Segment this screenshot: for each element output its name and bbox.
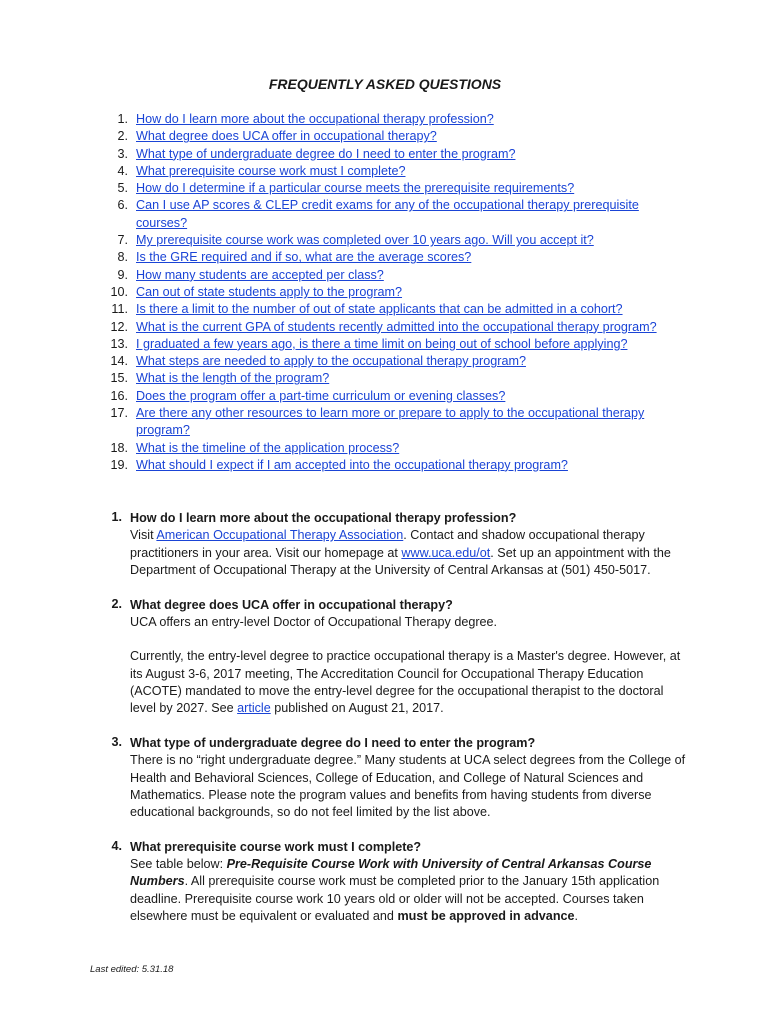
- answer-text: UCA offers an entry-level Doctor of Occupational Therapy degree.: [130, 614, 498, 629]
- question-heading: What prerequisite course work must I complete?: [130, 839, 422, 854]
- question-number: 13.: [110, 336, 128, 351]
- question-link[interactable]: Are there any other resources to learn more or prepare to apply to the occupational therapy program?: [136, 406, 645, 438]
- question-number: 18.: [110, 440, 128, 455]
- question-number: 7.: [117, 233, 128, 248]
- table-reference: Pre-Requisite Course Work with University of Central Arkansas Course Numbers: [130, 857, 652, 889]
- answer-text: There is no “right undergraduate degree.” Many students at UCA select degrees from the College of Health and Behavioral Sciences, College of Education, and College of Natural Sciences and Mathematics. Please note the program values and benefits from having students from diverse educational backgrounds, so do not feel limited by the list above.: [130, 753, 686, 820]
- question-list-item: [100, 128, 690, 145]
- question-list-item: [100, 111, 690, 128]
- question-link[interactable]: Is there a limit to the number of out of state applicants that can be admitted in a cohort?: [136, 302, 623, 317]
- question-list-item: [100, 197, 690, 232]
- question-list: [100, 111, 690, 474]
- question-heading: How do I learn more about the occupational therapy profession?: [130, 511, 517, 525]
- question-list-item: [100, 267, 690, 284]
- answer-text: Visit American Occupational Therapy Association. Contact and shadow occupational therapy practitioners in your area. Visit our homepage at www.uca.edu/ot. Set up an appointment with the Department of Occupational Therapy at the University of Central Arkansas at (501) 450-5017.: [130, 528, 671, 578]
- question-heading: What type of undergraduate degree do I need to enter the program?: [130, 735, 536, 750]
- question-link[interactable]: What degree does UCA offer in occupational therapy?: [136, 129, 437, 144]
- answer-text: See table below: Pre-Requisite Course Work with University of Central Arkansas Course Numbers. All prerequisite course work must be completed prior to the January 15th application deadline. Prerequisite course work 10 years old or older will not be accepted. Courses taken elsewhere must be equivalent or evaluated and must be approved in advance.: [130, 857, 660, 924]
- question-link[interactable]: What should I expect if I am accepted into the occupational therapy program?: [136, 457, 568, 472]
- question-list-item: [100, 249, 690, 266]
- question-link[interactable]: Does the program offer a part-time curriculum or evening classes?: [136, 388, 506, 403]
- question-list-item: [100, 457, 690, 474]
- question-number: 16.: [110, 388, 128, 403]
- answer-text: Currently, the entry-level degree to practice occupational therapy is a Master's degree. However, at its August 3-6, 2017 meeting, The Accreditation Council for Occupational Therapy Education (ACOTE) mandated to move the entry-level degree for the occupational therapist to the doctoral level by 2027. See article published on August 21, 2017.: [130, 649, 681, 716]
- question-link[interactable]: Can out of state students apply to the program?: [136, 284, 403, 299]
- question-list-item: [100, 284, 690, 301]
- question-number: 17.: [110, 406, 128, 421]
- question-number: 11.: [111, 302, 128, 317]
- question-list-item: [100, 440, 690, 457]
- question-link[interactable]: How many students are accepted per class?: [136, 267, 384, 282]
- approval-note: must be approved in advance: [397, 909, 575, 924]
- question-number: 3.: [117, 146, 128, 161]
- question-list-item: [100, 232, 690, 249]
- question-number: 5.: [117, 181, 128, 196]
- question-number: 2.: [117, 129, 128, 144]
- answer-1: [100, 510, 690, 580]
- question-list-item: [100, 163, 690, 180]
- question-link[interactable]: What type of undergraduate degree do I need to enter the program?: [136, 146, 516, 161]
- answer-number: 3.: [111, 734, 122, 749]
- answer-3: [100, 735, 690, 822]
- answer-2: [100, 597, 690, 718]
- question-list-item: [100, 353, 690, 370]
- article-link[interactable]: article: [237, 701, 271, 716]
- answers-section: [100, 510, 690, 943]
- question-heading: What degree does UCA offer in occupational therapy?: [130, 597, 453, 612]
- question-number: 15.: [110, 371, 128, 386]
- question-list-item: [100, 319, 690, 336]
- answer-number: 2.: [111, 596, 122, 611]
- uca-ot-link[interactable]: www.uca.edu/ot: [401, 545, 491, 560]
- question-number: 14.: [110, 354, 128, 369]
- answer-number: 1.: [111, 510, 122, 524]
- question-link[interactable]: Can I use AP scores & CLEP credit exams for any of the occupational therapy prerequisite courses?: [136, 198, 639, 230]
- question-link[interactable]: What is the timeline of the application process?: [136, 440, 400, 455]
- question-list-item: [100, 336, 690, 353]
- answer-number: 4.: [111, 838, 122, 853]
- question-link[interactable]: How do I learn more about the occupational therapy profession?: [136, 112, 494, 126]
- last-edited-note: Last edited: 5.31.18: [90, 964, 174, 975]
- question-list-item: [100, 301, 690, 318]
- question-link[interactable]: What is the current GPA of students recently admitted into the occupational therapy program?: [136, 319, 657, 334]
- question-number: 12.: [110, 319, 128, 334]
- question-number: 4.: [117, 163, 128, 178]
- question-link[interactable]: What is the length of the program?: [136, 371, 330, 386]
- question-number: 1.: [117, 112, 128, 126]
- question-link[interactable]: What prerequisite course work must I complete?: [136, 163, 406, 178]
- question-link[interactable]: What steps are needed to apply to the occupational therapy program?: [136, 354, 526, 369]
- answer-4: [100, 839, 690, 926]
- question-list-item: [100, 180, 690, 197]
- question-number: 19.: [110, 457, 128, 472]
- question-link[interactable]: I graduated a few years ago, is there a time limit on being out of school before applying?: [136, 336, 628, 351]
- question-list-item: [100, 370, 690, 387]
- question-number: 10.: [110, 284, 128, 299]
- question-list-item: [100, 146, 690, 163]
- question-link[interactable]: My prerequisite course work was completed over 10 years ago. Will you accept it?: [136, 233, 594, 248]
- question-list-item: [100, 405, 690, 440]
- question-link[interactable]: How do I determine if a particular course meets the prerequisite requirements?: [136, 181, 575, 196]
- question-number: 6.: [117, 198, 128, 213]
- question-number: 8.: [117, 250, 128, 265]
- question-number: 9.: [117, 267, 128, 282]
- aota-link[interactable]: American Occupational Therapy Association: [156, 528, 404, 543]
- page-title: FREQUENTLY ASKED QUESTIONS: [268, 76, 502, 92]
- question-list-item: [100, 388, 690, 405]
- question-link[interactable]: Is the GRE required and if so, what are the average scores?: [136, 250, 472, 265]
